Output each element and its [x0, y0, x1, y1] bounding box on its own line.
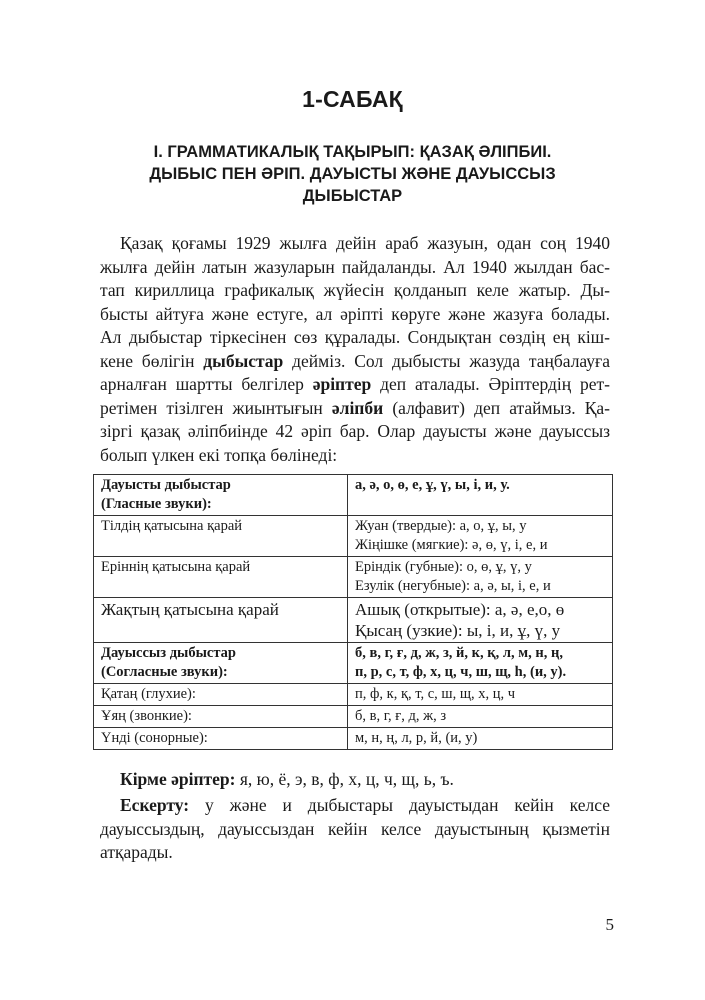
intro-line	[100, 373, 610, 397]
grammar-topic-line-2: ДЫБЫС ПЕН ӘРІП. ДАУЫСТЫ ЖӘНЕ ДАУЫССЫЗ	[149, 165, 556, 183]
tongue-values-cell	[348, 516, 613, 557]
tongue-label-cell	[94, 516, 348, 557]
vowels-letters-cell	[348, 475, 613, 516]
soft-vowels: Жіңішке (мягкие): ә, ө, ү, і, е, и	[355, 537, 548, 553]
remark-paragraph	[100, 794, 610, 865]
voiced-label-cell	[94, 706, 348, 728]
jaw-values-cell	[348, 598, 613, 643]
remark-label: Ескерту:	[120, 795, 190, 815]
tongue-label: Тілдің қатысына қарай	[101, 518, 243, 534]
narrow-vowels: Қысаң (узкие): ы, і, и, ұ, ү, у	[355, 621, 561, 640]
consonants-letters-2: п, р, с, т, ф, х, ц, ч, ш, щ, һ, (и, у).	[355, 664, 567, 680]
consonants-letters-cell	[348, 643, 613, 684]
table-row	[94, 684, 613, 706]
intro-text: арналған шартты белгілер	[100, 374, 313, 394]
consonants-letters-1: б, в, г, ғ, д, ж, з, й, к, қ, л, м, н, ң,	[355, 645, 563, 661]
voiced-consonants: б, в, г, ғ, д, ж, з	[355, 708, 447, 724]
loan-letters-line	[100, 768, 610, 792]
voiced-values-cell	[348, 706, 613, 728]
vowels-header: Дауысты дыбыстар	[101, 477, 231, 493]
intro-line: зіргі қазақ әліпбиінде 42 әріп бар. Олар дауысты және дауыссыз	[100, 421, 610, 441]
lip-values-cell	[348, 557, 613, 598]
intro-line	[100, 397, 610, 421]
grammar-topic-line-1: І. ГРАММАТИКАЛЫҚ ТАҚЫРЫП: ҚАЗАҚ ӘЛІПБИІ.	[153, 143, 552, 161]
intro-line: болып үлкен екі топқа бөлінеді:	[100, 444, 338, 465]
table-row	[94, 728, 613, 750]
hard-vowels: Жуан (твердые): а, о, ұ, ы, у	[355, 518, 527, 534]
intro-line: бысты айтуға және естуге, ал әріпті көруге және жазуға болады.	[100, 303, 610, 324]
intro-line: тап кириллица графикалық жүйесін қолданып келе жатыр. Ды-	[100, 280, 610, 300]
vowels-header-ru: (Гласные звуки):	[101, 496, 212, 512]
consonants-header-cell	[94, 643, 348, 684]
grammar-topic-line-3: ДЫБЫСТАР	[302, 187, 403, 205]
remark-line: дауыссыздың, дауыссыздан кейін келсе дауыстының қызметін	[100, 818, 610, 839]
jaw-label: Жақтың қатысына қарай	[101, 600, 279, 619]
intro-paragraph	[100, 232, 610, 467]
intro-line	[100, 350, 610, 374]
term-alphabet: әліпби	[331, 397, 384, 418]
sonorant-values-cell	[348, 728, 613, 750]
loan-letters-text: я, ю, ё, э, в, ф, х, ц, ч, щ, ь, ъ.	[235, 769, 454, 789]
table-row	[94, 475, 613, 516]
page-number: 5	[605, 915, 614, 934]
loan-letters-label: Кірме әріптер:	[120, 769, 236, 789]
loan-letters-paragraph	[100, 768, 610, 792]
lip-label: Еріннің қатысына қарай	[101, 559, 251, 575]
table-row	[94, 557, 613, 598]
consonants-header-ru: (Согласные звуки):	[101, 664, 228, 680]
table-row	[94, 516, 613, 557]
voiceless-label: Қатаң (глухие):	[101, 686, 196, 702]
intro-text: дейміз. Сол дыбысты жазуда таңбалауға	[283, 350, 611, 371]
jaw-label-cell	[94, 598, 348, 643]
term-letters: әріптер	[312, 374, 372, 394]
sonorant-consonants: м, н, ң, л, р, й, (и, у)	[355, 730, 478, 746]
lesson-title: 1-САБАҚ	[302, 86, 403, 112]
labial-vowels: Еріндік (губные): о, ө, ұ, ү, у	[355, 559, 532, 575]
non-labial-vowels: Езулік (негубные): а, ә, ы, і, е, и	[355, 578, 551, 594]
vowels-header-cell	[94, 475, 348, 516]
intro-text: (алфавит) деп атаймыз. Қа-	[383, 397, 610, 418]
intro-line: Қазақ қоғамы 1929 жылға дейін араб жазуын, одан соң 1940	[120, 233, 610, 253]
table-row	[94, 706, 613, 728]
intro-text: ретімен тізілген жиынтығын	[100, 397, 332, 418]
intro-line: Ал дыбыстар тіркесінен сөз құралады. Сондықтан сөздің ең кіш-	[100, 327, 610, 347]
open-vowels: Ашық (открытые): а, ә, е,о, ө	[355, 600, 565, 619]
remark-line: атқарады.	[100, 842, 173, 862]
intro-text: кене бөлігін	[100, 350, 204, 371]
phonetics-table	[93, 474, 613, 750]
table-row	[94, 643, 613, 684]
voiceless-consonants: п, ф, к, қ, т, с, ш, щ, х, ц, ч	[355, 686, 516, 702]
sonorant-label: Үнді (сонорные):	[101, 730, 208, 746]
consonants-header: Дауыссыз дыбыстар	[101, 645, 236, 661]
intro-text: деп аталады. Әріптердің рет-	[371, 374, 610, 394]
term-sounds: дыбыстар	[203, 350, 284, 371]
voiceless-label-cell	[94, 684, 348, 706]
remark-line	[100, 794, 610, 818]
voiced-label: Ұяң (звонкие):	[101, 708, 192, 724]
vowels-letters: а, ә, о, ө, е, ұ, ү, ы, і, и, у.	[355, 477, 510, 493]
lip-label-cell	[94, 557, 348, 598]
voiceless-values-cell	[348, 684, 613, 706]
intro-line: жылға дейін латын жазуларын пайдаланды. Ал 1940 жылдан бас-	[100, 256, 610, 277]
remark-text: у және и дыбыстары дауыстыдан кейін келсе	[189, 795, 610, 815]
sonorant-label-cell	[94, 728, 348, 750]
grammar-topic-heading	[100, 141, 605, 207]
table-row	[94, 598, 613, 643]
